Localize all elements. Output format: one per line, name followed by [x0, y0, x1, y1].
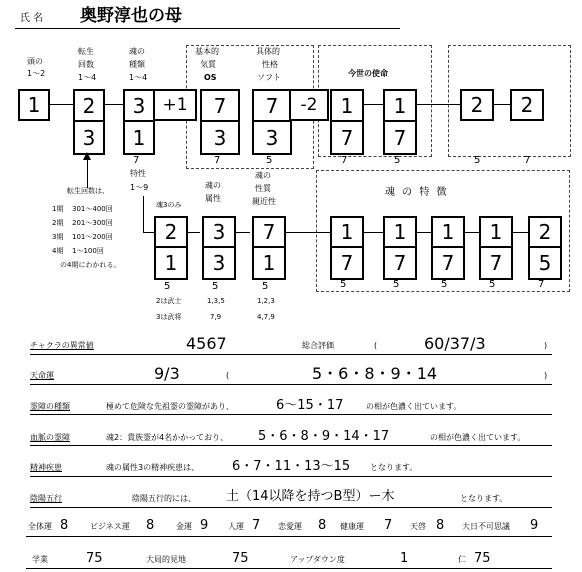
- row1-connector: [48, 104, 73, 105]
- fortune-value-kin: 9: [200, 518, 209, 533]
- fortune-label-renai: 恋愛運: [278, 522, 302, 531]
- tokusei-line-v: [143, 196, 144, 232]
- seishin-text1: 魂の属性3の精神疾患は、: [106, 463, 200, 472]
- fortune-value-tenkei: 8: [436, 518, 445, 533]
- tamashii-cell: [123, 89, 155, 155]
- tokucho-cell-2: [383, 216, 417, 280]
- seishin-underline: [30, 476, 552, 477]
- row2-connector: [234, 232, 250, 233]
- ketsumyaku-label: 血脈の霊障: [30, 433, 70, 442]
- gutai-bottom: 3: [265, 125, 279, 150]
- tenmei-open: (: [226, 371, 230, 380]
- fortune-label-dainichi: 大日不可思議: [462, 522, 510, 531]
- tamashii-label-2: 種類: [129, 60, 145, 69]
- kihon-below: 7: [214, 155, 221, 166]
- taikyoku-value: 75: [232, 551, 249, 566]
- row1-connector: [103, 104, 123, 105]
- tensei-note-l1: 1期: [52, 205, 64, 213]
- kihon-label-2: 気質: [200, 60, 216, 69]
- row2-connector: [362, 232, 383, 233]
- last-underline: [26, 568, 552, 569]
- tokucho-3-below: 5: [441, 279, 448, 290]
- tenmei-label: 天命運: [30, 371, 54, 380]
- reisho-label: 霊障の種類: [30, 402, 70, 411]
- konse2-bottom: 7: [393, 125, 407, 150]
- tamashii-top: 3: [125, 91, 153, 122]
- fortune-value-dainichi: 9: [530, 518, 539, 533]
- fortune-label-business: ビジネス運: [90, 522, 130, 531]
- tensei-note-v1: 301〜400回: [72, 205, 113, 213]
- konse1-bottom: 7: [340, 125, 354, 150]
- shinkin-label-3: 親近性: [252, 197, 276, 206]
- tokucho-5-below: 7: [538, 279, 545, 290]
- tokusei-line-h: [143, 232, 154, 233]
- fortune-value-business: 8: [146, 518, 155, 533]
- fortunes-underline: [26, 536, 552, 537]
- jin-value: 75: [474, 551, 491, 566]
- ketsumyaku-underline: [30, 445, 552, 446]
- tenmei-value: 9/3: [154, 364, 180, 383]
- konse1-below: 7: [341, 155, 348, 166]
- konse2-below: 5: [394, 155, 401, 166]
- onmyo-underline: [30, 507, 552, 508]
- tamashii-label-3: 1〜4: [129, 73, 148, 82]
- chakra-label: チャクラの異常値: [30, 341, 94, 350]
- right2-box: 2: [510, 89, 544, 121]
- updown-value: 1: [400, 551, 409, 566]
- onmyo-text2: となります。: [460, 494, 508, 503]
- tensei-note-l4: 4期: [52, 247, 64, 255]
- fortune-value-renai: 8: [318, 518, 327, 533]
- tokucho-2-bottom: 7: [393, 251, 407, 275]
- sogo-close: ): [544, 341, 548, 350]
- fortune-value-zentai: 8: [60, 518, 69, 533]
- shinkin-top: 7: [254, 218, 284, 248]
- updown-label: アップダウン度: [290, 555, 345, 564]
- fortune-label-tenkei: 天啓: [410, 522, 426, 531]
- tensei-note-title: 転生回数は、: [67, 187, 109, 195]
- tokusei-top: 2: [156, 218, 186, 248]
- konse-label: 今世の使命: [348, 69, 388, 78]
- tokusei-below: 5: [164, 281, 171, 292]
- tenmei-detail: 5・6・8・9・14: [312, 364, 438, 383]
- right2-below: 7: [524, 155, 531, 166]
- right1-below: 5: [474, 155, 481, 166]
- tensei-note-v3: 101〜200回: [72, 233, 113, 241]
- fortune-label-kenko: 健康運: [340, 522, 364, 531]
- tensei-note-v2: 201〜300回: [72, 219, 113, 227]
- ketsumyaku-text2: の相が色濃く出ています。: [430, 433, 526, 442]
- row2-connector: [463, 232, 479, 233]
- fortune-label-jin: 人運: [228, 522, 244, 531]
- tamashii-label-1: 魂の: [129, 47, 145, 56]
- tokusei-below-2: 2は武士: [156, 297, 182, 305]
- tokucho-1-top: 1: [332, 218, 362, 248]
- chakra-underline: [30, 354, 552, 355]
- tamashii-bottom: 1: [132, 125, 146, 150]
- seishin-label: 精神疾患: [30, 463, 62, 472]
- tokusei-note: 魂3のみ: [156, 201, 182, 209]
- reisho-underline: [30, 414, 552, 415]
- tenmei-underline: [30, 384, 552, 385]
- tokusei-bottom: 1: [164, 251, 178, 275]
- gutai-cell: [252, 89, 292, 155]
- konse1-cell: [330, 89, 364, 155]
- tokucho-cell-5: [528, 216, 562, 280]
- tokusei-range: 1〜9: [130, 183, 149, 192]
- konse2-cell: [383, 89, 417, 155]
- tokucho-cell-1: [330, 216, 364, 280]
- sogo-open: (: [374, 341, 378, 350]
- row1-connector: [414, 104, 460, 105]
- shinkin-cell: [252, 216, 286, 280]
- tensei-note-footer: の4期にわかれる。: [60, 261, 121, 269]
- tensei-note-l3: 3期: [52, 233, 64, 241]
- shinkin-label-1: 魂の: [255, 171, 271, 180]
- onmyo-label: 陰陽五行: [30, 494, 62, 503]
- tokucho-cell-3: [431, 216, 465, 280]
- tokucho-2-top: 1: [385, 218, 415, 248]
- zokusei-top: 3: [204, 218, 234, 248]
- shinkin-below: 5: [262, 281, 269, 292]
- name-value: 奥野淳也の母: [80, 6, 182, 26]
- seishin-text2: となります。: [370, 463, 418, 472]
- row1-connector: [362, 104, 384, 105]
- ketsumyaku-text1: 魂2：貴族霊が4名かかっており、: [106, 433, 229, 442]
- row2-connector: [186, 232, 200, 233]
- tamashii-below: 7: [133, 155, 140, 166]
- sogo-label: 総合評価: [302, 341, 334, 350]
- zokusei-label-2: 属性: [205, 194, 221, 203]
- tenmei-close: ): [544, 371, 548, 380]
- header-underline: [15, 28, 400, 29]
- tokucho-5-bottom: 5: [538, 251, 552, 275]
- gakugyo-label: 学業: [32, 555, 48, 564]
- zokusei-below-2: 1,3,5: [207, 297, 225, 305]
- kihon-top: 7: [202, 91, 238, 122]
- konse1-top: 1: [332, 91, 362, 122]
- name-label: 氏 名: [20, 13, 44, 24]
- tensei-note-v4: 1〜100回: [72, 247, 104, 255]
- row1-connector: [492, 104, 510, 105]
- tensei-arrow-line: [87, 160, 88, 188]
- shinkin-bottom: 1: [262, 251, 276, 275]
- reisho-text1: 極めて危険な先祖霊の霊障があり、: [106, 402, 234, 411]
- jin-label: 仁: [458, 555, 466, 564]
- gutai-top: 7: [254, 91, 290, 122]
- atama-box: 1: [18, 89, 50, 121]
- tokucho-3-bottom: 7: [441, 251, 455, 275]
- gutai-label-1: 具体的: [256, 47, 280, 56]
- fortune-label-kin: 金運: [176, 522, 192, 531]
- zokusei-label-1: 魂の: [205, 181, 221, 190]
- tokucho-4-bottom: 7: [489, 251, 503, 275]
- tensei-label-1: 転生: [78, 47, 94, 56]
- kihon-label-1: 基本的: [195, 47, 219, 56]
- kihon-bottom: 3: [213, 125, 227, 150]
- fortune-label-zentai: 全体運: [28, 522, 52, 531]
- tokusei-below-3: 3は武将: [156, 313, 182, 321]
- tensei-top: 2: [75, 91, 103, 122]
- tensei-label-3: 1〜4: [78, 73, 97, 82]
- tokucho-1-bottom: 7: [340, 251, 354, 275]
- tokucho-4-top: 1: [481, 218, 511, 248]
- zokusei-below-3: 7,9: [210, 313, 222, 321]
- tokucho-5-top: 2: [530, 218, 560, 248]
- tensei-label-2: 回数: [78, 60, 94, 69]
- kihon-label-3: OS: [204, 73, 217, 82]
- atama-label-2: 1〜2: [27, 69, 46, 78]
- gakugyo-value: 75: [86, 551, 103, 566]
- minus-box: -2: [289, 89, 329, 121]
- atama-label-1: 頭の: [27, 57, 43, 66]
- zokusei-cell: [202, 216, 236, 280]
- tokucho-2-below: 5: [393, 279, 400, 290]
- tokucho-cell-4: [479, 216, 513, 280]
- chakra-value: 4567: [186, 334, 227, 353]
- shinkin-label-2: 性質: [255, 184, 271, 193]
- reisho-text2: の相が色濃く出ています。: [366, 402, 462, 411]
- onmyo-text1: 陰陽五行的には、: [132, 494, 196, 503]
- kihon-cell: [200, 89, 240, 155]
- taikyoku-label: 大局的見地: [146, 555, 186, 564]
- gutai-below: 5: [266, 155, 273, 166]
- shinkin-below-2: 1,2,3: [257, 297, 275, 305]
- row2-connector: [284, 232, 330, 233]
- konse2-top: 1: [385, 91, 415, 122]
- zokusei-bottom: 3: [212, 251, 226, 275]
- zokusei-below: 5: [212, 281, 219, 292]
- right1-box: 2: [460, 89, 494, 121]
- fortune-value-jin: 7: [252, 518, 261, 533]
- shinkin-below-3: 4,7,9: [257, 313, 275, 321]
- tensei-bottom: 3: [82, 125, 96, 150]
- row2-connector: [511, 232, 528, 233]
- tokucho-3-top: 1: [433, 218, 463, 248]
- tokucho-1-below: 5: [340, 279, 347, 290]
- tokucho-4-below: 5: [489, 279, 496, 290]
- reisho-nums: 6〜15・17: [276, 398, 344, 413]
- tensei-note-l2: 2期: [52, 219, 64, 227]
- gutai-label-2: 性格: [262, 60, 278, 69]
- plus-box: +1: [153, 89, 197, 121]
- fortune-value-kenko: 7: [384, 518, 393, 533]
- tensei-arrow-head: [83, 152, 91, 160]
- seishin-nums: 6・7・11・13〜15: [232, 459, 351, 474]
- tokucho-label: 魂 の 特 徴: [385, 187, 449, 198]
- onmyo-value: 土（14以降を持つB型）ー木: [226, 489, 395, 504]
- gutai-label-3: ソフト: [257, 73, 281, 82]
- tokusei-cell: [154, 216, 188, 280]
- tensei-cell: [73, 89, 105, 155]
- sogo-value: 60/37/3: [424, 334, 486, 353]
- tokusei-label: 特性: [130, 169, 146, 178]
- row2-connector: [415, 232, 431, 233]
- ketsumyaku-nums: 5・6・8・9・14・17: [258, 429, 390, 444]
